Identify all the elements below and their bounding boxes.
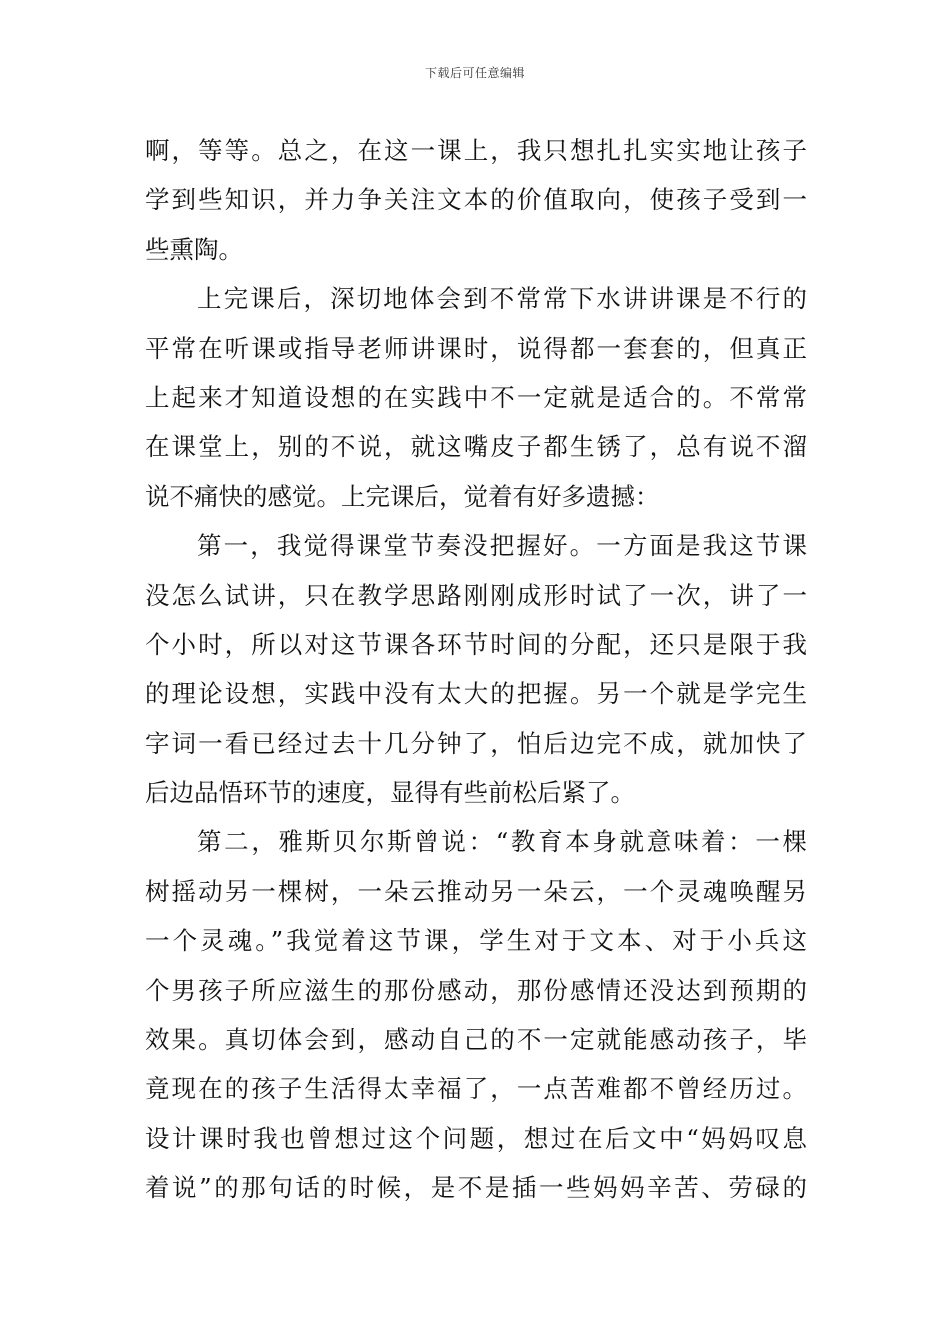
text-line: 没怎么试讲，只在教学思路刚刚成形时试了一次，讲了一 bbox=[145, 580, 807, 610]
text-line: 的理论设想，实践中没有太大的把握。另一个就是学完生 bbox=[145, 679, 807, 709]
text-line: 竟现在的孩子生活得太幸福了，一点苦难都不曾经历过。 bbox=[145, 1074, 807, 1104]
text-line: 说不痛快的感觉。上完课后，觉着有好多遗撼： bbox=[145, 481, 660, 511]
text-line: 学到些知识，并力争关注文本的价值取向，使孩子受到一 bbox=[145, 185, 807, 215]
text-line: 第二，雅斯贝尔斯曾说：“教育本身就意味着：一棵 bbox=[197, 827, 807, 857]
text-line: 着说”的那句话的时候，是不是插一些妈妈辛苦、劳碌的 bbox=[145, 1173, 807, 1203]
text-line: 平常在听课或指导老师讲课时，说得都一套套的，但真正 bbox=[145, 333, 807, 363]
text-line: 啊，等等。总之，在这一课上，我只想扎扎实实地让孩子 bbox=[145, 136, 807, 165]
text-line: 上完课后，深切地体会到不常常下水讲讲课是不行的 bbox=[197, 284, 807, 314]
document-body bbox=[145, 126, 807, 1213]
text-line: 个小时，所以对这节课各环节时间的分配，还只是限于我 bbox=[145, 629, 807, 659]
text-line: 些熏陶。 bbox=[145, 234, 243, 264]
text-line: 第一，我觉得课堂节奏没把握好。一方面是我这节课 bbox=[197, 531, 807, 561]
text-line: 一个灵魂。”我觉着这节课，学生对于文本、对于小兵这 bbox=[145, 926, 807, 956]
text-line: 个男孩子所应滋生的那份感动，那份感情还没达到预期的 bbox=[145, 975, 807, 1005]
text-line: 效果。真切体会到，感动自己的不一定就能感动孩子，毕 bbox=[145, 1025, 807, 1055]
text-line: 后边品悟环节的速度，显得有些前松后紧了。 bbox=[145, 778, 635, 808]
page-header: 下载后可任意编辑 bbox=[424, 66, 525, 80]
text-line: 设计课时我也曾想过这个问题，想过在后文中“妈妈叹息 bbox=[145, 1123, 807, 1153]
text-line: 字词一看已经过去十几分钟了，怕后边完不成，就加快了 bbox=[145, 728, 807, 758]
text-line: 上起来才知道设想的在实践中不一定就是适合的。不常常 bbox=[145, 382, 807, 412]
text-line: 树摇动另一棵树，一朵云推动另一朵云，一个灵魂唤醒另 bbox=[145, 876, 807, 906]
text-line: 在课堂上，别的不说，就这嘴皮子都生锈了，总有说不溜 bbox=[145, 432, 807, 462]
